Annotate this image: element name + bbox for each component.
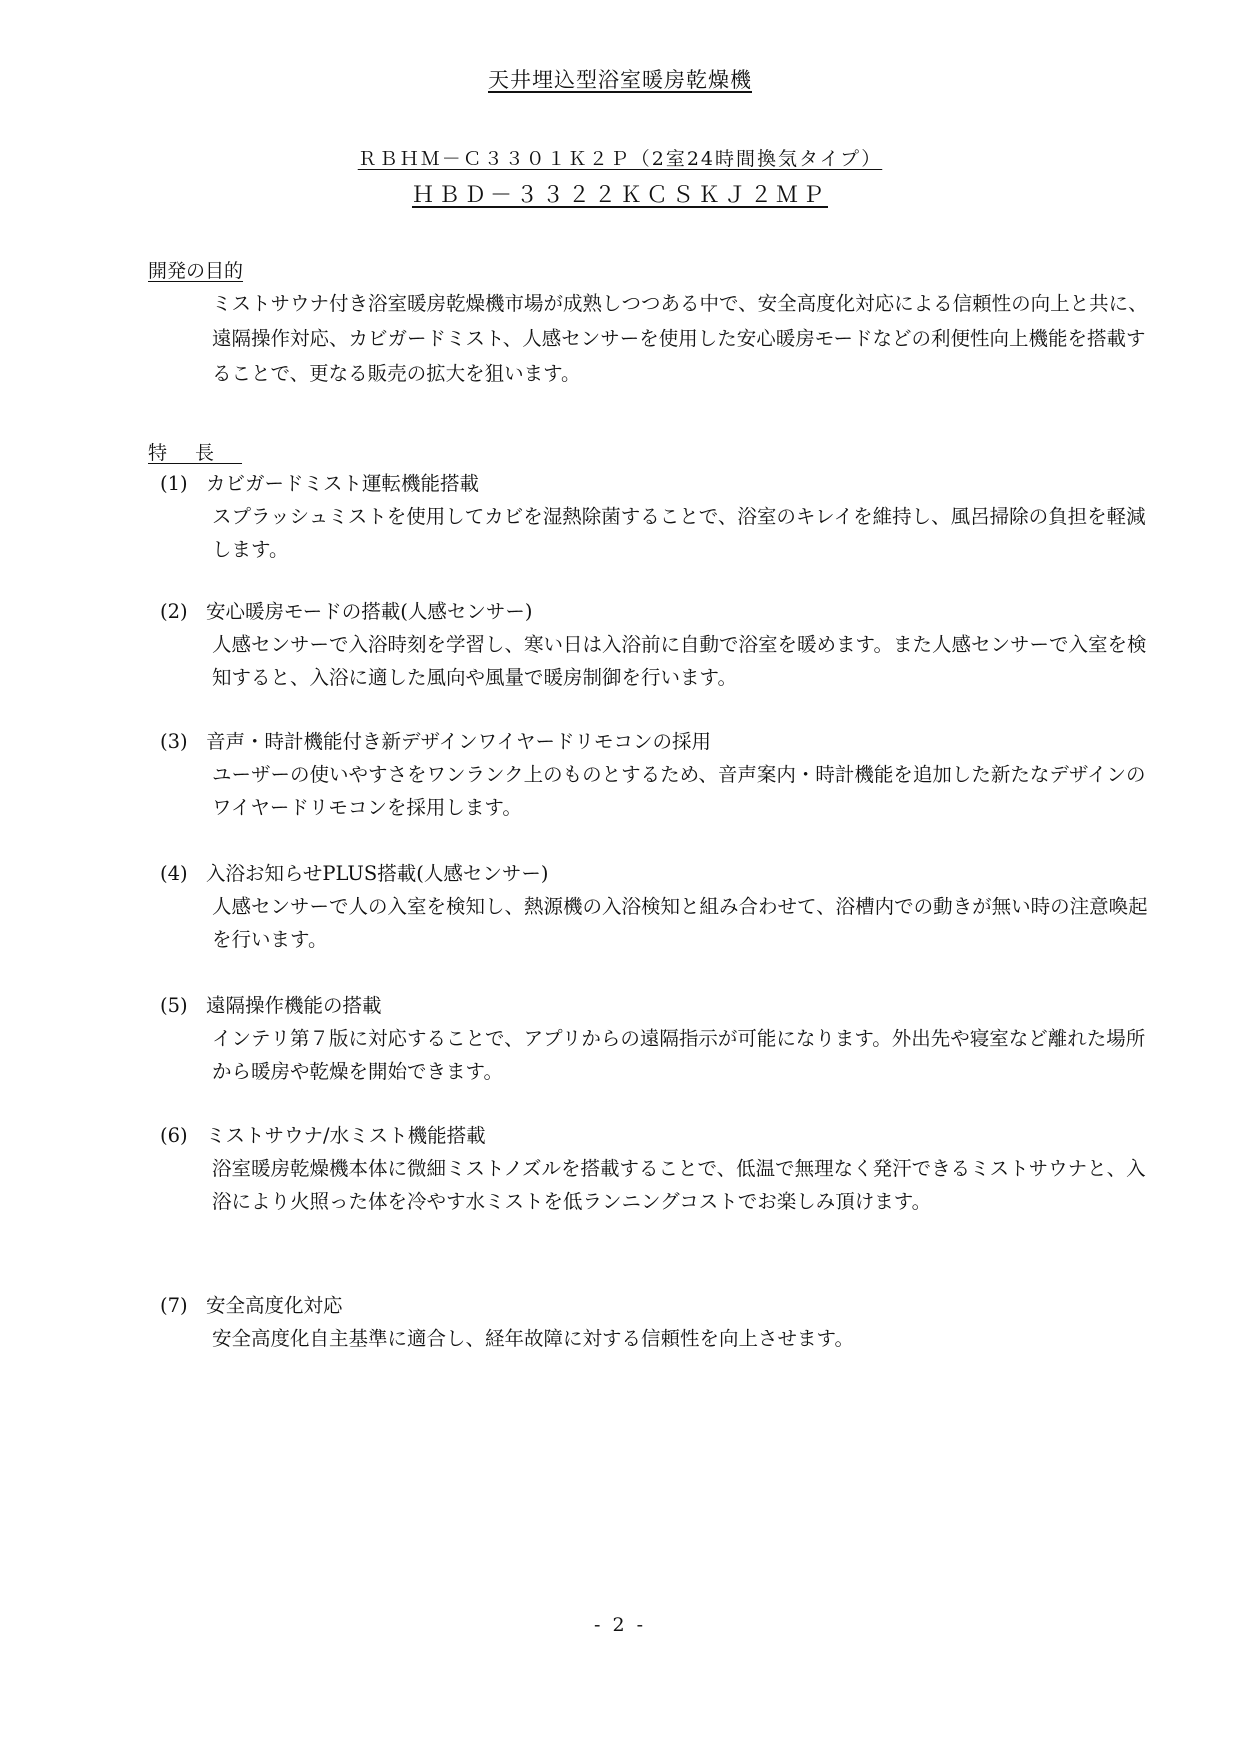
feature-description: 人感センサーで入浴時刻を学習し、寒い日は入浴前に自動で浴室を暖めます。また人感センサーで入室を検知すると、入浴に適した風向や風量で暖房制御を行います。 <box>212 633 1147 689</box>
feature-number: (3) <box>160 730 188 753</box>
features-heading: 特長 <box>148 442 243 464</box>
model-number-secondary <box>0 178 1240 209</box>
purpose-body: ミストサウナ付き浴室暖房乾燥機市場が成熟しつつある中で、安全高度化対応による信頼性の向上と共に、遠隔操作対応、カビガードミスト、人感センサーを使用した安心暖房モードなどの利便性向上機能を搭載することで、更なる販売の拡大を狙います。 <box>212 292 1148 385</box>
feature-title-row <box>160 1120 1160 1152</box>
feature-title-row <box>160 596 1160 628</box>
feature-item-1 <box>160 468 1160 566</box>
document-title <box>0 64 1240 94</box>
feature-number: (7) <box>160 1294 188 1317</box>
feature-title: 音声・時計機能付き新デザインワイヤードリモコンの採用 <box>206 730 712 753</box>
feature-number: (5) <box>160 994 188 1017</box>
feature-title: 安心暖房モードの搭載(人感センサー) <box>206 600 533 623</box>
page-number: - 2 - <box>593 1614 646 1636</box>
feature-item-7 <box>160 1290 1160 1355</box>
feature-number: (6) <box>160 1124 188 1147</box>
model-number-secondary-text: ＨＢＤ－３３２２ＫＣＳＫＪ２ＭＰ <box>411 183 828 208</box>
feature-title: 入浴お知らせPLUS搭載(人感センサー) <box>206 862 549 885</box>
feature-description: スプラッシュミストを使用してカビを湿熱除菌することで、浴室のキレイを維持し、風呂掃除の負担を軽減します。 <box>212 505 1146 561</box>
feature-description: 安全高度化自主基準に適合し、経年故障に対する信頼性を向上させます。 <box>212 1327 854 1350</box>
feature-description: 浴室暖房乾燥機本体に微細ミストノズルを搭載することで、低温で無理なく発汗できるミストサウナと、入浴により火照った体を冷やす水ミストを低ランニングコストでお楽しみ頂けます。 <box>212 1157 1146 1213</box>
feature-description: ユーザーの使いやすさをワンランク上のものとするため、音声案内・時計機能を追加した新たなデザインのワイヤードリモコンを採用します。 <box>212 763 1146 819</box>
feature-number: (2) <box>160 600 188 623</box>
purpose-heading: 開発の目的 <box>148 260 244 282</box>
feature-title-row <box>160 726 1160 758</box>
feature-title-row <box>160 468 1160 500</box>
feature-title-row <box>160 858 1160 890</box>
feature-title: カビガードミスト運転機能搭載 <box>206 472 480 495</box>
feature-title: 遠隔操作機能の搭載 <box>206 994 382 1017</box>
feature-item-5 <box>160 990 1160 1088</box>
feature-title-row <box>160 990 1160 1022</box>
feature-description: インテリ第７版に対応することで、アプリからの遠隔指示が可能になります。外出先や寝室など離れた場所から暖房や乾燥を開始できます。 <box>212 1027 1146 1083</box>
feature-title-row <box>160 1290 1160 1322</box>
feature-description: 人感センサーで人の入室を検知し、熱源機の入浴検知と組み合わせて、浴槽内での動きが無い時の注意喚起を行います。 <box>212 895 1148 951</box>
feature-item-6 <box>160 1120 1160 1218</box>
feature-item-4 <box>160 858 1160 956</box>
feature-item-3 <box>160 726 1160 824</box>
feature-number: (1) <box>160 472 188 495</box>
feature-item-2 <box>160 596 1160 694</box>
feature-title: ミストサウナ/水ミスト機能搭載 <box>206 1124 486 1147</box>
document-title-text: 天井埋込型浴室暖房乾燥機 <box>488 68 752 92</box>
feature-title: 安全高度化対応 <box>206 1294 343 1317</box>
feature-number: (4) <box>160 862 188 885</box>
model-number-primary-text: ＲＢＨＭ－Ｃ３３０１Ｋ２Ｐ（2室24時間換気タイプ） <box>357 148 883 170</box>
model-number-primary <box>0 144 1240 171</box>
